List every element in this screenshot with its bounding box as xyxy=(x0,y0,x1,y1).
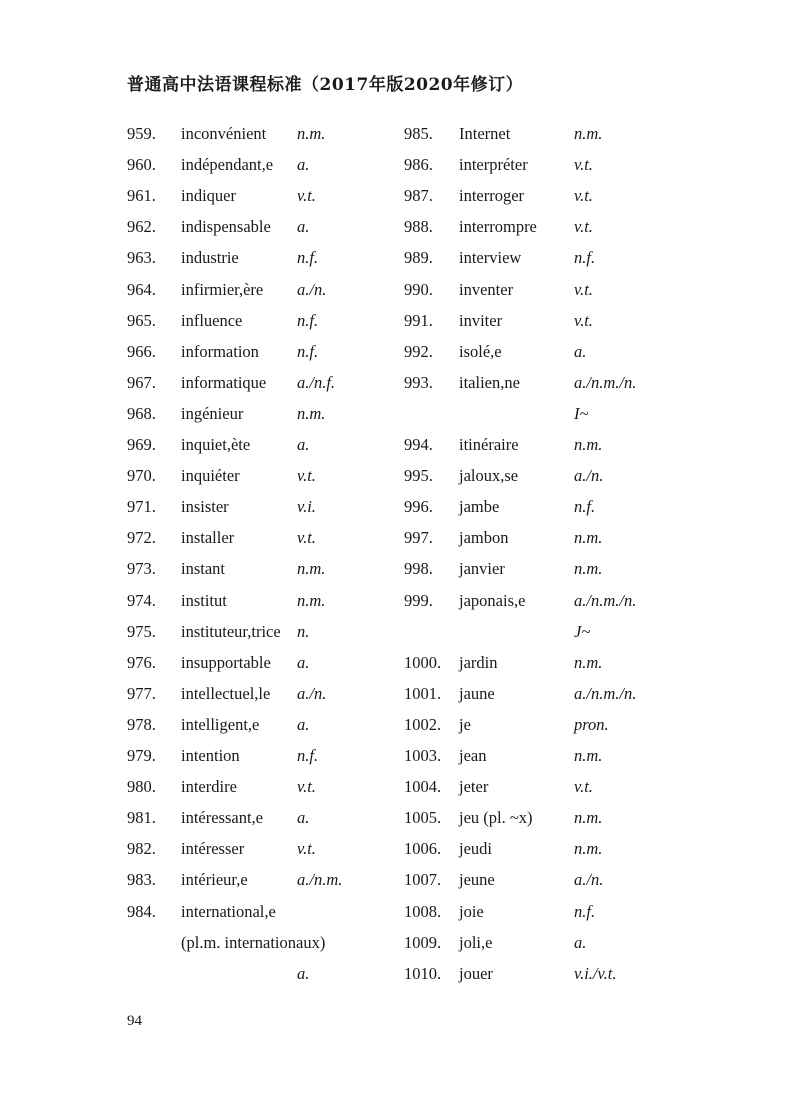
entry-word: indispensable xyxy=(181,217,271,237)
entry-word: interview xyxy=(459,248,522,268)
entry-number: 964. xyxy=(127,279,156,299)
vocab-entry xyxy=(0,964,800,995)
entry-part-of-speech: n.m. xyxy=(297,124,326,143)
entry-part-of-speech: n.m. xyxy=(574,435,603,454)
entry-part-of-speech: n.f. xyxy=(574,248,596,268)
entry-number: 988. xyxy=(404,217,433,237)
entry-number: 987. xyxy=(404,186,433,206)
entry-word: jeu (pl. ~x) xyxy=(459,808,533,828)
entry-number: 1000. xyxy=(404,652,442,672)
entry-part-of-speech: v.t. xyxy=(297,777,316,797)
entry-number: 981. xyxy=(127,808,156,828)
entry-word: interdire xyxy=(181,777,237,797)
vocab-entry xyxy=(0,715,800,746)
entry-number: 972. xyxy=(127,528,156,548)
entry-part-of-speech: n.f. xyxy=(574,497,596,517)
entry-number: 965. xyxy=(127,310,156,330)
vocab-entry xyxy=(0,933,800,964)
vocab-entry xyxy=(0,186,800,217)
entry-word: industrie xyxy=(181,248,239,268)
entry-part-of-speech: a. xyxy=(574,932,587,952)
entry-number: 982. xyxy=(127,839,156,859)
entry-part-of-speech: n.m. xyxy=(574,839,603,859)
entry-number: 985. xyxy=(404,124,433,143)
entry-word: isolé,e xyxy=(459,341,502,361)
entry-part-of-speech: a. xyxy=(297,808,310,828)
entry-part-of-speech: a./n.m./n. xyxy=(574,590,637,610)
entry-number: 1008. xyxy=(404,901,442,921)
entry-number: 976. xyxy=(127,652,156,672)
entry-word: intérieur,e xyxy=(181,870,248,890)
entry-part-of-speech: n.m. xyxy=(574,746,603,765)
entry-word: joli,e xyxy=(459,932,493,952)
vocab-entry xyxy=(0,653,800,684)
vocab-entry xyxy=(0,870,800,901)
entry-word: indiquer xyxy=(181,186,236,206)
entry-word: japonais,e xyxy=(459,590,526,610)
entry-part-of-speech: a./n.m./n. xyxy=(574,683,637,703)
entry-part-of-speech: n.f. xyxy=(297,341,319,361)
entry-number: 959. xyxy=(127,124,156,143)
entry-number: 963. xyxy=(127,248,156,268)
entry-part-of-speech: a./n.m. xyxy=(297,870,343,890)
entry-part-of-speech: a./n.m./n. xyxy=(574,372,637,392)
entry-word: jambon xyxy=(459,528,509,548)
entry-number: 993. xyxy=(404,372,433,392)
entry-word: information xyxy=(181,341,259,361)
entry-word: insister xyxy=(181,497,229,517)
entry-word: infirmier,ère xyxy=(181,279,264,299)
entry-part-of-speech: a. xyxy=(297,155,310,175)
entry-part-of-speech: v.t. xyxy=(574,217,593,237)
entry-number: 998. xyxy=(404,559,433,579)
entry-word: instant xyxy=(181,559,225,579)
vocab-entry xyxy=(0,217,800,248)
entry-word: inviter xyxy=(459,310,503,330)
entry-part-of-speech: n.m. xyxy=(297,559,326,579)
entry-word: intelligent,e xyxy=(181,714,260,734)
entry-number: 992. xyxy=(404,341,433,361)
vocab-entry xyxy=(0,248,800,279)
entry-part-of-speech: a. xyxy=(574,341,587,361)
entry-part-of-speech: v.t. xyxy=(574,155,593,175)
entry-number: 1002. xyxy=(404,714,442,734)
entry-number: 977. xyxy=(127,683,156,703)
entry-part-of-speech: n.m. xyxy=(297,590,326,610)
entry-word: joie xyxy=(459,901,484,921)
entry-word: interrompre xyxy=(459,217,537,237)
page-header-title: 普通高中法语课程标准（2017年版2020年修订） xyxy=(127,75,524,95)
entry-number: 1001. xyxy=(404,683,442,703)
entry-part-of-speech: a. xyxy=(297,714,310,734)
vocab-entry xyxy=(0,839,800,870)
entry-word: indépendant,e xyxy=(181,155,274,175)
entry-word: intention xyxy=(181,746,240,765)
entry-part-of-speech: n.f. xyxy=(574,901,596,921)
entry-number: 971. xyxy=(127,497,156,517)
entry-number: 999. xyxy=(404,590,433,610)
entry-word: installer xyxy=(181,528,235,548)
entry-part-of-speech: n.m. xyxy=(297,403,326,423)
entry-word: insupportable xyxy=(181,652,271,672)
entry-number: 967. xyxy=(127,372,156,392)
entry-number: 969. xyxy=(127,435,156,454)
entry-part-of-speech: J~ xyxy=(574,621,591,641)
entry-part-of-speech: a./n. xyxy=(574,870,604,890)
vocab-entry xyxy=(0,124,800,155)
entry-word: influence xyxy=(181,310,243,330)
entry-number: 1005. xyxy=(404,808,442,828)
entry-word: jaune xyxy=(459,683,495,703)
entry-word: Internet xyxy=(459,124,511,143)
entry-word: janvier xyxy=(459,559,505,579)
vocab-entry xyxy=(0,808,800,839)
entry-word: jeter xyxy=(459,777,489,797)
entry-number: 991. xyxy=(404,310,433,330)
entry-number: 974. xyxy=(127,590,156,610)
vocab-entry xyxy=(0,902,800,933)
entry-number: 966. xyxy=(127,341,156,361)
entry-part-of-speech: a. xyxy=(297,435,310,454)
entry-word: inventer xyxy=(459,279,514,299)
vocab-entry xyxy=(0,311,800,342)
entry-word: ingénieur xyxy=(181,403,244,423)
entry-number: 1003. xyxy=(404,746,442,765)
entry-part-of-speech: v.t. xyxy=(574,186,593,206)
entry-part-of-speech: v.t. xyxy=(574,310,593,330)
entry-word: inquiet,ète xyxy=(181,435,251,454)
entry-word: italien,ne xyxy=(459,372,520,392)
vocab-entry xyxy=(0,280,800,311)
entry-part-of-speech: n. xyxy=(297,621,310,641)
entry-part-of-speech: n.m. xyxy=(574,124,603,143)
entry-part-of-speech: n.f. xyxy=(297,310,319,330)
entry-number: 1004. xyxy=(404,777,442,797)
vocab-entry xyxy=(0,528,800,559)
vocab-entry xyxy=(0,777,800,808)
entry-word: jardin xyxy=(459,652,498,672)
vocab-entry xyxy=(0,591,800,622)
entry-word: jambe xyxy=(459,497,500,517)
entry-part-of-speech: a./n. xyxy=(574,466,604,486)
vocab-entry xyxy=(0,155,800,186)
entry-part-of-speech: a./n. xyxy=(297,279,327,299)
entry-word: intellectuel,le xyxy=(181,683,271,703)
entry-word: intéressant,e xyxy=(181,808,264,828)
entry-word: instituteur,trice xyxy=(181,621,281,641)
entry-word: (pl.m. internationaux) xyxy=(181,932,326,952)
entry-part-of-speech: n.m. xyxy=(574,808,603,828)
entry-word: jean xyxy=(459,746,487,765)
vocab-entry xyxy=(0,342,800,373)
entry-number: 984. xyxy=(127,901,156,921)
entry-word: jaloux,se xyxy=(459,466,519,486)
entry-number: 968. xyxy=(127,403,156,423)
page-number: 94 xyxy=(127,1013,142,1029)
vocab-entry xyxy=(0,373,800,404)
entry-part-of-speech: v.t. xyxy=(297,466,316,486)
entry-number: 970. xyxy=(127,466,156,486)
vocab-entry xyxy=(0,435,800,466)
vocab-entry xyxy=(0,746,800,777)
entry-word: itinéraire xyxy=(459,435,519,454)
entry-part-of-speech: v.t. xyxy=(574,777,593,797)
entry-part-of-speech: v.i./v.t. xyxy=(574,963,617,983)
vocab-entry xyxy=(0,559,800,590)
vocab-entry xyxy=(0,466,800,497)
entry-part-of-speech: n.m. xyxy=(574,559,603,579)
entry-part-of-speech: n.m. xyxy=(574,528,603,548)
entry-number: 962. xyxy=(127,217,156,237)
entry-number: 979. xyxy=(127,746,156,765)
entry-number: 1010. xyxy=(404,963,442,983)
entry-part-of-speech: v.i. xyxy=(297,497,316,517)
entry-word: inquiéter xyxy=(181,466,240,486)
entry-word: je xyxy=(459,714,471,734)
entry-word: institut xyxy=(181,590,227,610)
entry-number: 973. xyxy=(127,559,156,579)
entry-number: 983. xyxy=(127,870,156,890)
entry-part-of-speech: pron. xyxy=(574,714,609,734)
entry-part-of-speech: a. xyxy=(297,217,310,237)
entry-number: 1006. xyxy=(404,839,442,859)
entry-number: 994. xyxy=(404,435,433,454)
vocab-entry xyxy=(0,497,800,528)
entry-part-of-speech: a./n. xyxy=(297,683,327,703)
entry-word: interpréter xyxy=(459,155,528,175)
entry-number: 996. xyxy=(404,497,433,517)
entry-part-of-speech: a. xyxy=(297,652,310,672)
entry-number: 990. xyxy=(404,279,433,299)
entry-number: 997. xyxy=(404,528,433,548)
entry-word: intéresser xyxy=(181,839,245,859)
entry-word: inconvénient xyxy=(181,124,267,143)
entry-part-of-speech: a./n.f. xyxy=(297,372,336,392)
entry-part-of-speech: v.t. xyxy=(574,279,593,299)
entry-number: 1007. xyxy=(404,870,442,890)
vocab-entry xyxy=(0,622,800,653)
entry-number: 989. xyxy=(404,248,433,268)
vocab-entry xyxy=(0,684,800,715)
entry-part-of-speech: n.f. xyxy=(297,248,319,268)
entry-number: 960. xyxy=(127,155,156,175)
entry-part-of-speech: v.t. xyxy=(297,186,316,206)
entry-word: jeudi xyxy=(459,839,492,859)
entry-word: interroger xyxy=(459,186,525,206)
entry-part-of-speech: v.t. xyxy=(297,839,316,859)
entry-part-of-speech: n.f. xyxy=(297,746,319,765)
entry-number: 975. xyxy=(127,621,156,641)
entry-number: 978. xyxy=(127,714,156,734)
entry-word: international,e xyxy=(181,901,276,921)
entry-number: 961. xyxy=(127,186,156,206)
entry-word: informatique xyxy=(181,372,267,392)
entry-part-of-speech: a. xyxy=(297,963,310,983)
entry-number: 995. xyxy=(404,466,433,486)
entry-word: jeune xyxy=(459,870,495,890)
entry-number: 986. xyxy=(404,155,433,175)
entry-number: 980. xyxy=(127,777,156,797)
entry-part-of-speech: v.t. xyxy=(297,528,316,548)
entry-part-of-speech: I~ xyxy=(574,403,589,423)
vocab-entry xyxy=(0,404,800,435)
entry-number: 1009. xyxy=(404,932,442,952)
entry-word: jouer xyxy=(459,963,493,983)
entry-part-of-speech: n.m. xyxy=(574,652,603,672)
